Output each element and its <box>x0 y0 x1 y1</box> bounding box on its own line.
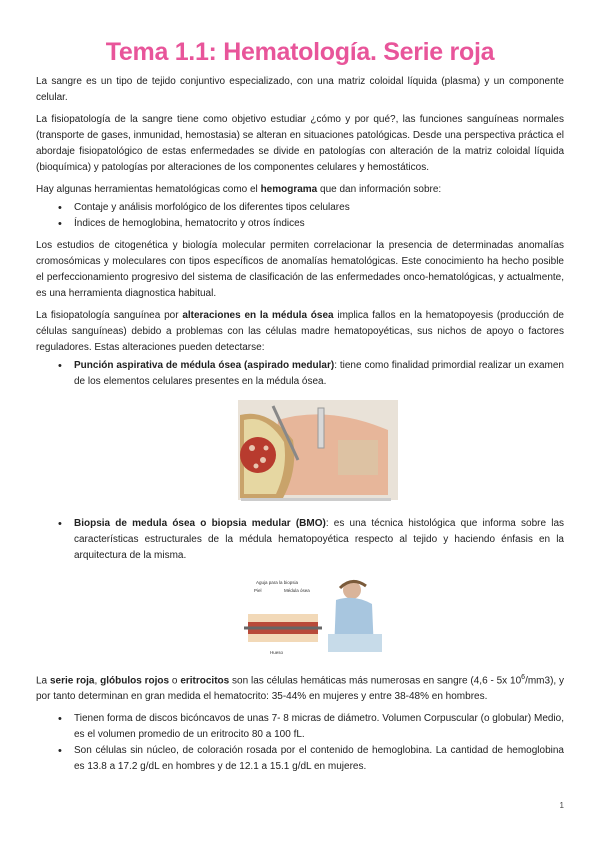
aspiration-illustration <box>238 400 398 508</box>
text: La fisiopatología sanguínea por <box>36 310 183 321</box>
biopsy-illustration <box>244 574 384 660</box>
label-marrow: Médula ósea <box>284 588 310 593</box>
paragraph-bone-marrow <box>36 308 564 356</box>
erythrocyte-facts-list <box>36 711 564 775</box>
bold-term-marrow: alteraciones en la médula ósea <box>182 310 334 321</box>
page-number: 1 <box>559 801 564 810</box>
text: Hay algunas herramientas hematológicas como el <box>36 184 261 195</box>
figure-bone-marrow-aspiration <box>36 400 564 508</box>
paragraph-red-series <box>36 670 564 705</box>
bold-term-eritrocitos: eritrocitos <box>180 675 230 687</box>
bold-term-hemograma: hemograma <box>260 184 318 195</box>
paragraph-intro: La sangre es un tipo de tejido conjuntivo especializado, con una matriz coloidal líquida (plasma) y un componente celular. <box>36 76 564 103</box>
label-bone: Hueso <box>270 650 284 655</box>
paragraph-tools <box>36 182 564 198</box>
paragraph-cytogenetics: Los estudios de citogenética y biología molecular permiten correlacionar la presencia de determinadas anomalías cromosómicas y moleculares con tipos específicos de anomalías hematológicas. Este conocimiento ha hecho posible el perfeccionamiento progresivo del sistema de clasificación de las enfermedades onco-hematológicas, y actualmente, es una herramienta diagnostica habitual. <box>36 240 564 299</box>
list-item: • Índices de hemoglobina, hematocrito y otros índices <box>36 216 564 232</box>
list-item: • Tienen forma de discos bicóncavos de unas 7- 8 micras de diámetro. Volumen Corpuscular (o globular) Medio, es el volumen promedio de un eritrocito 80 a 100 fL. <box>36 711 564 743</box>
tools-list <box>36 200 564 232</box>
bold-term-globulos-rojos: glóbulos rojos <box>100 675 170 687</box>
list-item: • Son células sin núcleo, de coloración rosada por el contenido de hemoglobina. La cantidad de hemoglobina es 13.8 a 17.2 g/dL en hombres y de 12.1 a 15.1 g/dL en mujeres. <box>36 743 564 775</box>
bold-term-biopsia: Biopsia de medula ósea o biopsia medular (BMO) <box>74 518 326 529</box>
paragraph-physiopathology: La fisiopatología de la sangre tiene como objetivo estudiar ¿cómo y por qué?, las funciones sanguíneas normales (transporte de gases, inmunidad, hemostasia) se alteran en situaciones patológicas. Desde una perspectiva práctica el abordaje fisiopatológico de estas enfermedades se divide en patologías con alteración de la matriz coloidal líquida (bioquímica) y patologías por alteraciones de los componentes celulares y hemostáticos. <box>36 114 564 173</box>
text: : es una técnica histológica que informa sobre las características estructurales de la médula hematopoyética respecto al tejido y haciendo énfasis en la arquitectura de la misma. <box>74 518 565 561</box>
text: implica fallos en la hematopoyesis (producción de células sanguíneas) debido a problemas con las células madre hematopoyéticas, sus nichos de apoyo o factores reguladores. Estas alteraciones pueden detectarse: <box>36 310 564 353</box>
text: que dan información sobre: <box>317 184 442 195</box>
label-skin: Piel <box>254 588 262 593</box>
superscript: 6 <box>521 674 526 681</box>
page-title: Tema 1.1: Hematología. Serie roja <box>105 38 495 66</box>
marrow-test-list-2 <box>36 516 564 564</box>
text: , <box>94 675 101 687</box>
list-item-puncion <box>36 358 564 390</box>
label-needle: Aguja para la biopsia <box>256 580 299 585</box>
marrow-test-list-1 <box>36 358 564 390</box>
document-body <box>36 74 564 781</box>
text: /mm3), y por tanto determinan en gran medida el hematocrito: 35-44% en mujeres y entre 38-48% en hombres. <box>36 675 565 703</box>
list-item-biopsia <box>36 516 564 564</box>
list-item: • Contaje y análisis morfológico de los diferentes tipos celulares <box>36 200 564 216</box>
bold-term-puncion: Punción aspirativa de médula ósea (aspirado medular) <box>74 360 335 371</box>
figure-bone-marrow-biopsy <box>36 574 564 660</box>
text: son las células hemáticas más numerosas en sangre (4,6 - 5x 10 <box>229 675 522 687</box>
text: o <box>169 675 181 687</box>
text: La <box>36 675 50 687</box>
text: : tiene como finalidad primordial realizar un examen de los elementos celulares presentes en la médula ósea. <box>74 360 564 387</box>
bold-term-serie-roja: serie roja <box>49 675 95 687</box>
